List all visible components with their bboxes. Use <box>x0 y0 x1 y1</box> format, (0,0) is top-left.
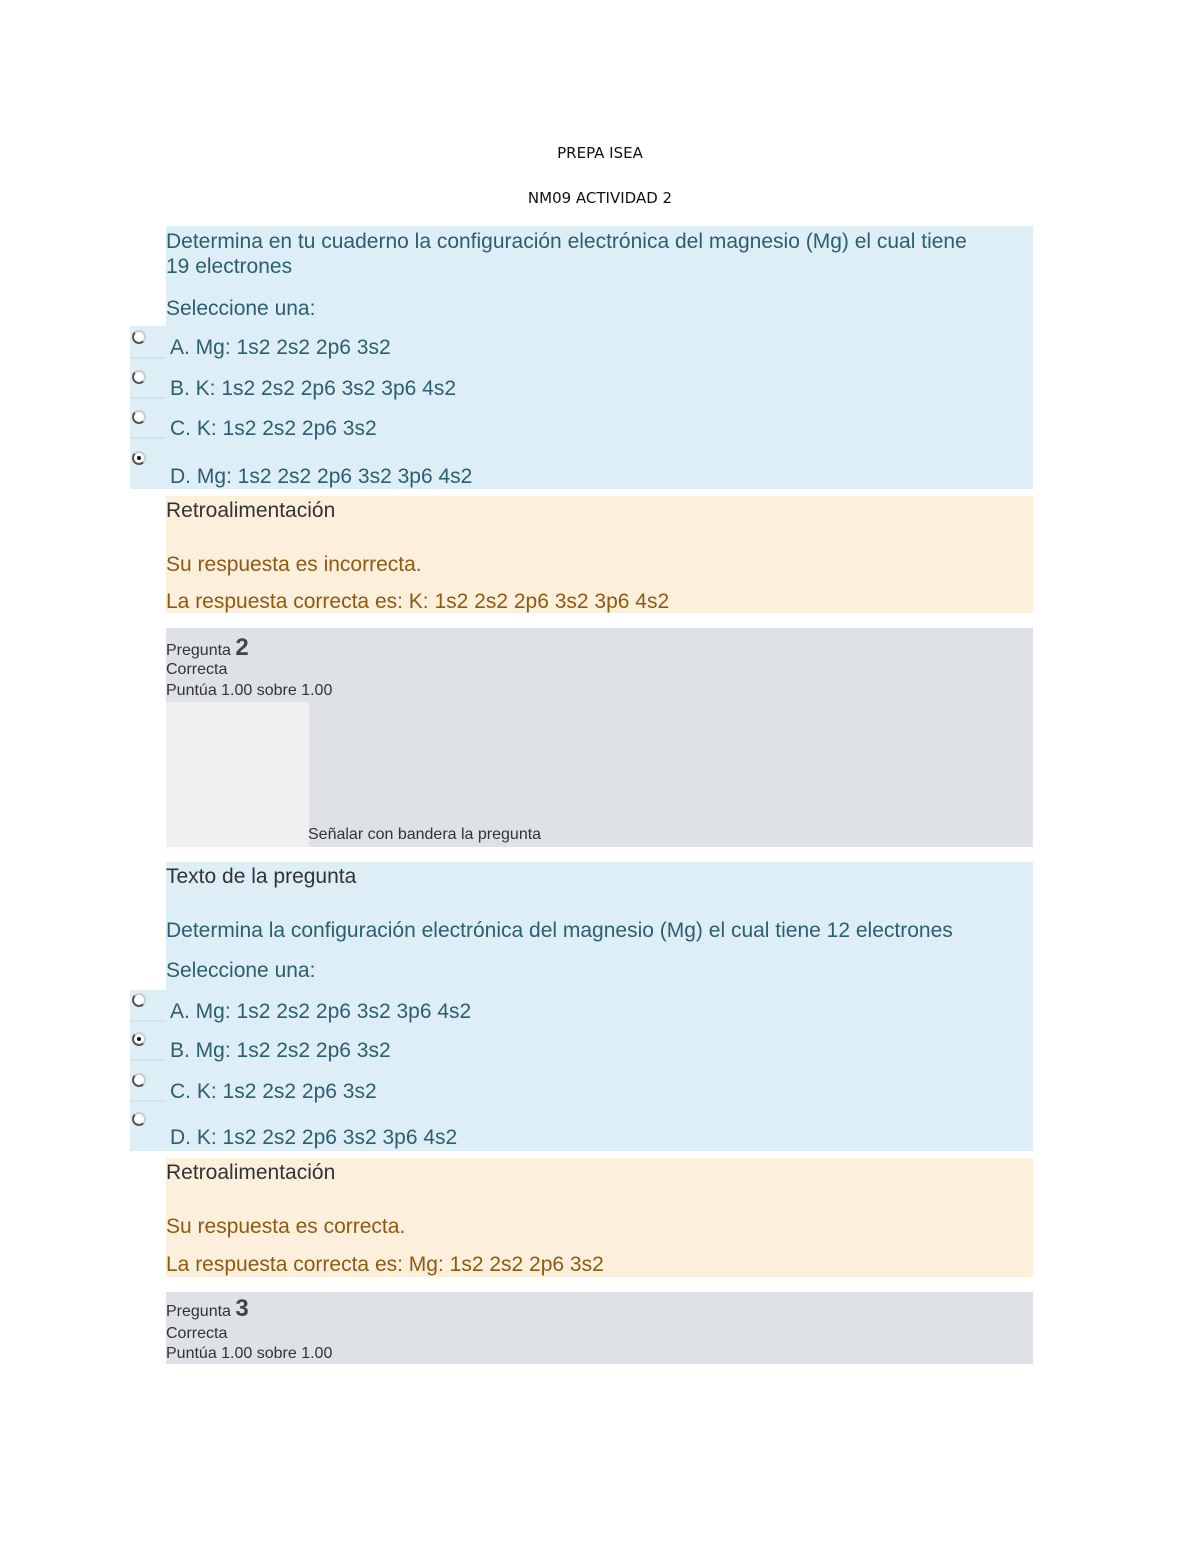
q2-option-b[interactable]: B. Mg: 1s2 2s2 2p6 3s2 <box>170 1039 391 1062</box>
q1-feedback-answer: La respuesta correcta es: K: 1s2 2s2 2p6 3s2 3p6 4s2 <box>166 590 670 613</box>
q2-radio-a[interactable] <box>132 993 146 1007</box>
q2-feedback-answer: La respuesta correcta es: Mg: 1s2 2s2 2p6 3s2 <box>166 1253 604 1276</box>
q3-number: 3 <box>235 1295 249 1322</box>
q3-label: Pregunta <box>166 1303 231 1320</box>
q1-radio-divider <box>130 397 166 399</box>
q1-question-box <box>166 226 1033 489</box>
q2-feedback-title: Retroalimentación <box>166 1161 336 1184</box>
q3-label-row <box>166 1294 249 1327</box>
q1-radio-c[interactable] <box>132 410 146 424</box>
q1-prompt: Seleccione una: <box>166 297 316 320</box>
q1-radio-divider <box>130 357 166 359</box>
q2-section-title: Texto de la pregunta <box>166 865 357 888</box>
q2-radio-b[interactable] <box>132 1032 146 1046</box>
q1-radio-d[interactable] <box>132 451 146 465</box>
school-title: PREPA ISEA <box>557 144 643 162</box>
q2-option-d[interactable]: D. K: 1s2 2s2 2p6 3s2 3p6 4s2 <box>170 1126 458 1149</box>
q1-text-line2: 19 electrones <box>166 255 293 278</box>
q2-radio-c[interactable] <box>132 1073 146 1087</box>
activity-title: NM09 ACTIVIDAD 2 <box>527 189 673 207</box>
q1-option-d[interactable]: D. Mg: 1s2 2s2 2p6 3s2 3p6 4s2 <box>170 465 473 488</box>
q2-number: 2 <box>235 634 249 661</box>
q2-status: Correcta <box>166 661 228 678</box>
q2-radio-divider <box>130 1059 166 1061</box>
q1-radio-a[interactable] <box>132 330 146 344</box>
q2-question-box <box>166 862 1033 1151</box>
q1-text-line1: Determina en tu cuaderno la configuración electrónica del magnesio (Mg) el cual tiene <box>166 230 967 253</box>
q2-score: Puntúa 1.00 sobre 1.00 <box>166 682 333 699</box>
q3-info-box <box>166 1292 1033 1364</box>
q2-flag-panel <box>166 702 309 847</box>
q3-status: Correcta <box>166 1325 228 1342</box>
q1-feedback-result: Su respuesta es incorrecta. <box>166 553 422 576</box>
q1-radio-b[interactable] <box>132 370 146 384</box>
q2-radio-d[interactable] <box>132 1112 146 1126</box>
q2-feedback-result: Su respuesta es correcta. <box>166 1215 406 1238</box>
q2-text: Determina la configuración electrónica del magnesio (Mg) el cual tiene 12 electrones <box>166 919 953 942</box>
q1-radio-strip <box>130 326 166 489</box>
q2-info-box <box>166 628 1033 847</box>
q2-feedback-box <box>166 1158 1033 1277</box>
q2-radio-divider <box>130 1100 166 1102</box>
q1-feedback-box <box>166 496 1033 613</box>
q2-label: Pregunta <box>166 642 231 659</box>
q1-option-b[interactable]: B. K: 1s2 2s2 2p6 3s2 3p6 4s2 <box>170 377 457 400</box>
q2-radio-strip <box>130 990 166 1151</box>
q2-option-c[interactable]: C. K: 1s2 2s2 2p6 3s2 <box>170 1080 377 1103</box>
q1-radio-divider <box>130 437 166 439</box>
q2-flag-link[interactable]: Señalar con bandera la pregunta <box>308 826 542 843</box>
q2-option-a[interactable]: A. Mg: 1s2 2s2 2p6 3s2 3p6 4s2 <box>170 1000 472 1023</box>
q2-radio-divider <box>130 1020 166 1022</box>
q1-option-c[interactable]: C. K: 1s2 2s2 2p6 3s2 <box>170 417 377 440</box>
q3-score: Puntúa 1.00 sobre 1.00 <box>166 1345 333 1362</box>
q1-option-a[interactable]: A. Mg: 1s2 2s2 2p6 3s2 <box>170 336 391 359</box>
q1-feedback-title: Retroalimentación <box>166 499 336 522</box>
q2-prompt: Seleccione una: <box>166 959 316 982</box>
